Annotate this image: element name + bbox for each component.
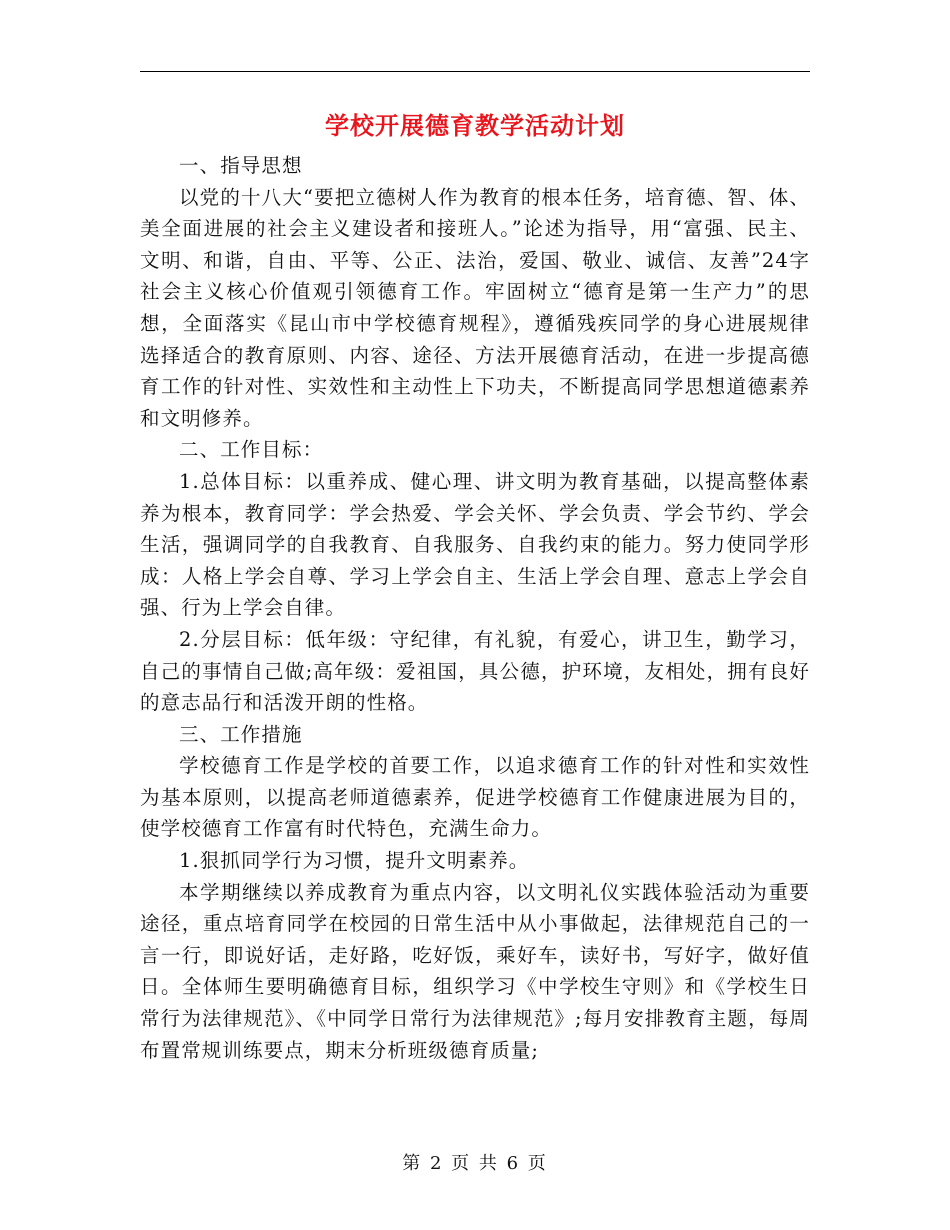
document-body (140, 150, 810, 1066)
paragraph-overall-goal: 1.总体目标：以重养成、健心理、讲文明为教育基础，以提高整体素养为根本，教育同学：学会热爱、学会关怀、学会负责、学会节约、学会生活，强调同学的自我教育、自我服务、自我约束的能力。努力使同学形成：人格上学会自尊、学习上学会自主、生活上学会自理、意志上学会自强、行为上学会自律。 (140, 469, 810, 620)
subheading-behavior-habits: 1.狠抓同学行为习惯，提升文明素养。 (179, 849, 530, 873)
heading-guiding-ideology: 一、指导思想 (179, 154, 303, 177)
page-number: 第 2 页 共 6 页 (402, 1153, 548, 1174)
header-rule (140, 71, 810, 72)
paragraph-work-measures: 学校德育工作是学校的首要工作，以追求德育工作的针对性和实效性为基本原则，以提高老师道德素养，促进学校德育工作健康进展为目的，使学校德育工作富有时代特色，充满生命力。 (140, 754, 810, 841)
paragraph-behavior-habits: 本学期继续以养成教育为重点内容，以文明礼仪实践体验活动为重要途径，重点培育同学在校园的日常生活中从小事做起，法律规范自己的一言一行，即说好话，走好路，吃好饭，乘好车，读好书，写好字，做好值日。全体师生要明确德育目标，组织学习《中学校生守则》和《学校生日常行为法律规范》、《中同学日常行为法律规范》;每月安排教育主题，每周布置常规训练要点，期末分析班级德育质量; (140, 880, 810, 1062)
heading-work-goals: 二、工作目标： (179, 438, 324, 462)
heading-work-measures: 三、工作措施 (179, 722, 303, 746)
paragraph-guiding-ideology: 以党的十八大“要把立德树人作为教育的根本任务，培育德、智、体、美全面进展的社会主义建设者和接班人。”论述为指导，用“富强、民主、文明、和谐，自由、平等、公正、法治，爱国、敬业、诚信、友善”24字社会主义核心价值观引领德育工作。牢固树立“德育是第一生产力”的思想，全面落实《昆山市中学校德育规程》，遵循残疾同学的身心进展规律选择适合的教育原则、内容、途径、方法开展德育活动，在进一步提高德育工作的针对性、实效性和主动性上下功夫，不断提高同学思想道德素养和文明修养。 (140, 185, 810, 430)
paragraph-tiered-goal: 2.分层目标：低年级：守纪律，有礼貌，有爱心，讲卫生，勤学习，自己的事情自己做;高年级：爱祖国，具公德，护环境，友相处，拥有良好的意志品行和活泼开朗的性格。 (140, 627, 810, 715)
document-title: 学校开展德育教学活动计划 (325, 111, 625, 140)
